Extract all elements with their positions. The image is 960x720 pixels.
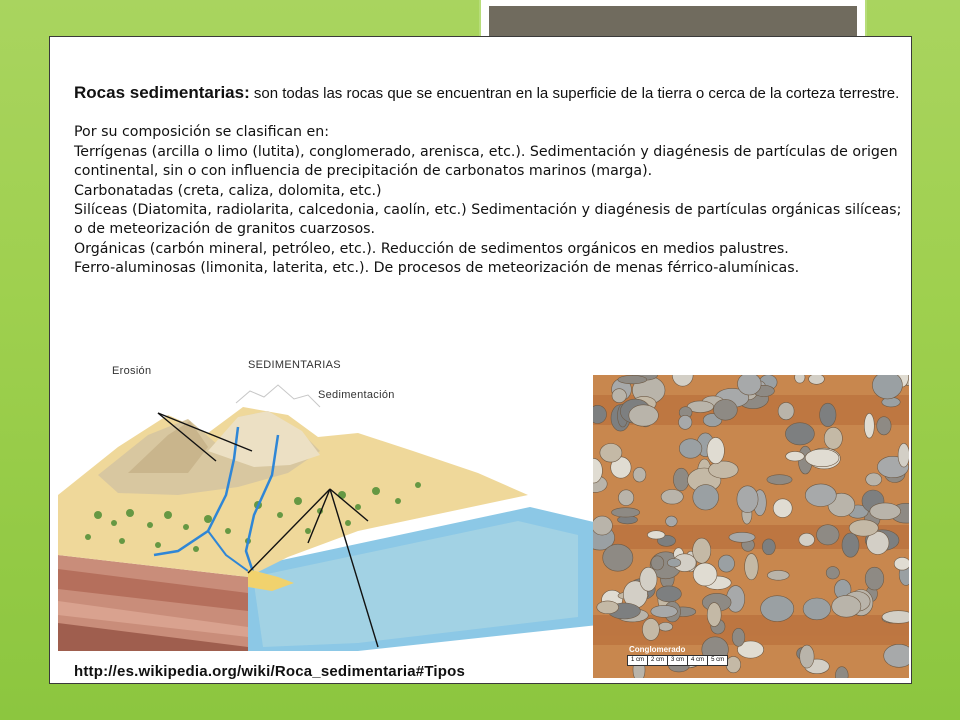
pebble-shape [659,622,673,631]
content-panel [49,36,912,684]
pebble-shape [707,603,721,627]
pebble-shape [667,558,680,567]
pebble-shape [805,484,836,507]
pebble-shape [866,473,882,486]
pebble-shape [651,605,678,617]
pebble-shape [817,525,840,545]
pebble-shape [761,596,794,622]
sedimentation-diagram [58,355,598,651]
pebble-shape [642,618,659,640]
pebble-shape [738,375,762,395]
body-text [74,83,904,279]
pebble-shape [693,563,717,586]
pebble-shape [805,449,839,467]
pebble-shape [786,451,805,461]
pebble-shape [800,645,814,668]
pebble-shape [612,508,640,517]
type-terrigenous: Terrígenas (arcilla o limo (lutita), conglomerado, arenisca, etc.). Sedimentación y diagénesis de partículas de origen continental, sin o con influencia de precipitación de carbonatos marinos (marga). [74,143,898,180]
pebble-shape [618,375,647,383]
pebble-shape [737,486,758,513]
pebble-shape [679,439,702,458]
conglomerate-image [593,375,909,678]
pebble-shape [661,490,683,505]
pebble-shape [603,544,633,571]
pebble-shape [832,595,861,617]
pebble-shape [707,437,724,463]
pebble-shape [898,443,909,467]
scale-4cm: 4 cm [688,656,708,665]
pebble-shape [773,499,792,518]
pebble-shape [709,461,739,478]
pebble-shape [693,485,719,510]
type-organic: Orgánicas (carbón mineral, petróleo, etc.). Reducción de sedimentos orgánicos en medios palustres. [74,240,789,257]
pebble-shape [745,554,759,580]
scale-3cm: 3 cm [668,656,688,665]
erosion-label: Erosión [112,365,152,377]
pebble-shape [826,567,839,579]
pebble-shape [894,557,909,570]
pebble-shape [767,475,792,485]
pebble-shape [877,417,891,435]
photo-caption: Conglomerado [629,645,686,654]
slide-title: Rocas sedimentarias: [74,83,250,102]
pebble-shape [864,413,874,438]
pebble-shape [597,601,619,614]
pebble-shape [778,402,794,419]
pebble-shape [618,490,633,506]
pebble-shape [849,520,878,536]
scale-1cm: 1 cm [628,656,648,665]
pebble-shape [762,539,775,555]
pebble-shape [870,503,901,520]
sedimentation-label: Sedimentación [318,389,395,401]
pebble-shape [718,555,734,572]
pebble-shape [803,598,831,620]
pebble-shape [651,556,664,570]
definition-text: son todas las rocas que se encuentran en la superficie de la tierra o cerca de la corteza terrestre. [249,85,900,102]
source-link[interactable]: http://es.wikipedia.org/wiki/Roca_sedimentaria#Tipos [74,663,466,680]
pebble-shape [824,427,842,449]
pebble-shape [865,567,884,590]
pebble-shape [842,533,859,557]
pebble-shape [726,656,741,672]
pebble-shape [640,567,657,591]
pebble-shape [647,531,665,539]
type-ferro-aluminous: Ferro-aluminosas (limonita, laterita, etc.). De procesos de meteorización de menas férrico-alumínicas. [74,260,800,277]
pebble-shape [882,611,909,624]
pebble-shape [612,389,626,403]
pebble-shape [732,628,745,646]
type-siliceous: Silíceas (Diatomita, radiolarita, calcedonia, caolín, etc.) Sedimentación y diagénesis de partículas orgánicas silíceas; o de meteorización de granitos cuarzosos. [74,202,902,238]
pebble-shape [767,570,789,580]
classification-intro: Por su composición se clasifican en: [74,124,330,141]
pebble-shape [785,423,814,445]
pebble-shape [799,533,815,546]
pebble-shape [629,405,659,426]
type-carbonated: Carbonatadas (creta, caliza, dolomita, etc.) [74,182,382,199]
pebble-shape [656,586,681,602]
conglomerate-photo [593,375,909,678]
scale-bar [627,655,728,666]
pebble-shape [679,415,692,429]
scale-5cm: 5 cm [711,657,725,663]
pebble-shape [600,444,622,463]
pebble-shape [809,375,825,384]
pebble-shape [633,467,646,482]
pebble-shape [820,403,836,426]
pebble-shape [714,399,738,420]
definition-paragraph [74,83,904,104]
pebble-shape [872,375,902,399]
pebble-shape [593,516,612,535]
pebble-shape [729,532,755,542]
pebble-shape [666,516,678,526]
pebble-shape [673,468,689,491]
scale-2cm: 2 cm [648,656,668,665]
diagram-title: SEDIMENTARIAS [248,359,341,371]
